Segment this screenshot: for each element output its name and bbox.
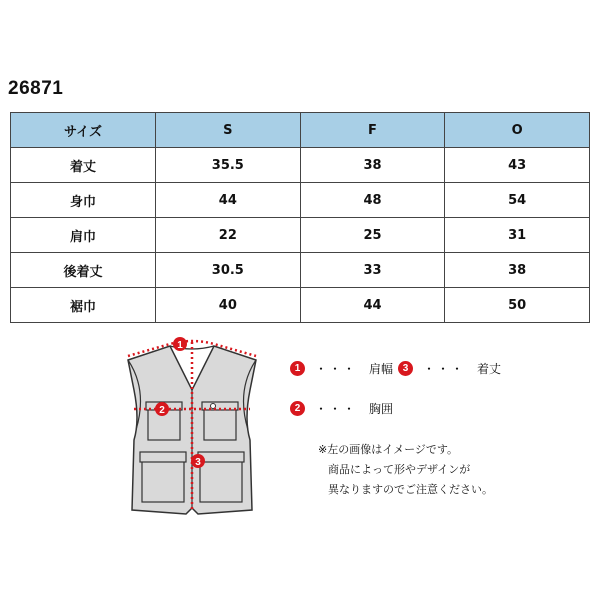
- table-row: [11, 288, 590, 323]
- legend-dots: ・・・: [315, 362, 358, 376]
- marker-2: [155, 402, 169, 416]
- legend-item-length: [398, 360, 501, 377]
- size-table: [10, 112, 590, 323]
- legend-number: 1: [290, 361, 305, 376]
- marker-3: [191, 454, 205, 468]
- cell-value: 44: [300, 288, 445, 323]
- legend-item-shoulder: [290, 360, 393, 377]
- marker-1: [173, 337, 187, 351]
- header-size: サイズ: [11, 113, 156, 148]
- cell-value: 54: [445, 183, 590, 218]
- cell-value: 48: [300, 183, 445, 218]
- legend-number: 3: [398, 361, 413, 376]
- legend-label: 胸囲: [369, 402, 394, 416]
- table-row: [11, 148, 590, 183]
- cell-value: 35.5: [156, 148, 301, 183]
- cell-value: 25: [300, 218, 445, 253]
- vest-diagram: [118, 330, 266, 520]
- vest-illustration: [118, 330, 266, 520]
- row-label: 着丈: [11, 148, 156, 183]
- svg-text:2: 2: [159, 405, 165, 416]
- cell-value: 38: [300, 148, 445, 183]
- note-line: ※左の画像はイメージです。: [318, 443, 459, 456]
- cell-value: 38: [445, 253, 590, 288]
- header-f: F: [300, 113, 445, 148]
- header-o: O: [445, 113, 590, 148]
- note-line: 商品によって形やデザインが: [328, 463, 471, 476]
- legend-label: 肩幅: [369, 362, 394, 376]
- legend-number: 2: [290, 401, 305, 416]
- legend-dots: ・・・: [423, 362, 466, 376]
- row-label: 後着丈: [11, 253, 156, 288]
- row-label: 身巾: [11, 183, 156, 218]
- header-s: S: [156, 113, 301, 148]
- cell-value: 31: [445, 218, 590, 253]
- table-row: [11, 253, 590, 288]
- cell-value: 44: [156, 183, 301, 218]
- svg-text:1: 1: [177, 340, 183, 351]
- cell-value: 30.5: [156, 253, 301, 288]
- product-code: 26871: [8, 78, 64, 99]
- table-row: [11, 183, 590, 218]
- row-label: 肩巾: [11, 218, 156, 253]
- legend-label: 着丈: [477, 362, 502, 376]
- legend-item-chest: [290, 400, 393, 417]
- row-label: 裾巾: [11, 288, 156, 323]
- image-note: [318, 440, 493, 500]
- cell-value: 40: [156, 288, 301, 323]
- cell-value: 33: [300, 253, 445, 288]
- svg-text:3: 3: [195, 457, 201, 468]
- legend-dots: ・・・: [315, 402, 358, 416]
- table-row: [11, 218, 590, 253]
- note-line: 異なりますのでご注意ください。: [328, 483, 493, 496]
- cell-value: 50: [445, 288, 590, 323]
- cell-value: 22: [156, 218, 301, 253]
- cell-value: 43: [445, 148, 590, 183]
- table-header-row: [11, 113, 590, 148]
